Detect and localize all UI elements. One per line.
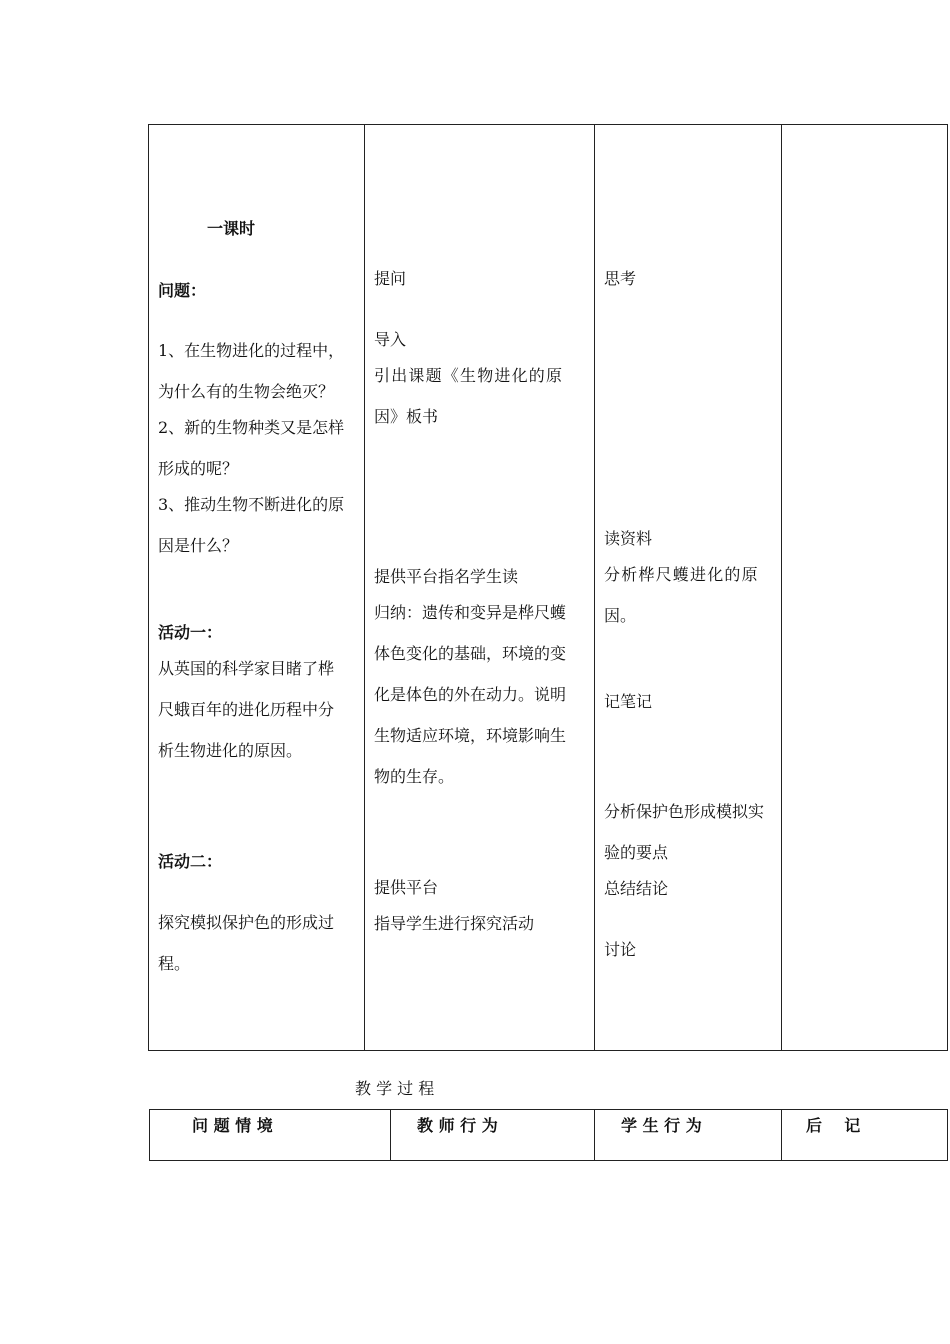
lower-table-border-right — [947, 1109, 948, 1161]
question-3-line-2: 因是什么？ — [158, 536, 239, 555]
header-afterword: 后 记 — [806, 1116, 861, 1135]
lower-table-border-bottom — [149, 1160, 948, 1161]
teacher-topic-line-2: 因》板书 — [374, 407, 439, 426]
activity-1-heading: 活动一： — [158, 623, 223, 642]
teacher-summary-line-1: 归纳：遗传和变异是桦尺蠖 — [374, 603, 567, 622]
teacher-guide: 指导学生进行探究活动 — [374, 914, 535, 933]
section-title: 教 学 过 程 — [355, 1079, 435, 1098]
activity-1-line-2: 尺蛾百年的进化历程中分 — [158, 700, 335, 719]
table-divider-2 — [594, 124, 595, 1051]
student-notes: 记笔记 — [604, 692, 653, 711]
lower-table-divider-3 — [781, 1109, 782, 1161]
question-3-line-1: 3、推动生物不断进化的原 — [158, 495, 345, 514]
activity-2-line-2: 程。 — [158, 954, 191, 973]
header-problem-situation: 问 题 情 境 — [192, 1116, 273, 1135]
teacher-platform: 提供平台 — [374, 878, 439, 897]
student-analyze-exp-line-2: 验的要点 — [604, 843, 669, 862]
table-divider-3 — [781, 124, 782, 1051]
lower-table-border-left — [149, 1109, 150, 1161]
teacher-platform-read: 提供平台指名学生读 — [374, 567, 519, 586]
student-analyze-exp-line-1: 分析保护色形成模拟实 — [604, 802, 765, 821]
table-border-right — [947, 124, 948, 1051]
student-conclude: 总结结论 — [604, 879, 669, 898]
question-2-line-1: 2、新的生物种类又是怎样 — [158, 418, 345, 437]
lower-table-border-top — [149, 1109, 948, 1110]
activity-1-line-1: 从英国的科学家目睹了桦 — [158, 659, 335, 678]
lower-table-divider-2 — [594, 1109, 595, 1161]
teacher-summary-line-5: 物的生存。 — [374, 767, 455, 786]
activity-2-line-1: 探究模拟保护色的形成过 — [158, 913, 335, 932]
table-border-left — [148, 124, 149, 1051]
question-2-line-2: 形成的呢？ — [158, 459, 239, 478]
student-think: 思考 — [604, 269, 637, 288]
student-analyze-line-1: 分析桦尺蠖进化的原 — [604, 565, 759, 584]
question-1-line-2: 为什么有的生物会绝灭？ — [158, 382, 335, 401]
activity-2-heading: 活动二： — [158, 852, 223, 871]
question-1-line-1: 1、在生物进化的过程中， — [158, 341, 345, 360]
teacher-topic-line-1: 引出课题《生物进化的原 — [374, 366, 564, 385]
teacher-ask: 提问 — [374, 269, 407, 288]
student-analyze-line-2: 因。 — [604, 606, 637, 625]
table-border-bottom — [148, 1050, 948, 1051]
header-student-behavior: 学 生 行 为 — [621, 1116, 702, 1135]
teacher-summary-line-2: 体色变化的基础，环境的变 — [374, 644, 567, 663]
student-read-material: 读资料 — [604, 529, 653, 548]
teacher-summary-line-3: 化是体色的外在动力。说明 — [374, 685, 567, 704]
question-heading: 问题： — [158, 281, 207, 300]
header-teacher-behavior: 教 师 行 为 — [417, 1116, 498, 1135]
table-border-top — [148, 124, 948, 125]
teacher-intro: 导入 — [374, 330, 407, 349]
lesson-title: 一课时 — [207, 219, 256, 238]
lower-table-divider-1 — [390, 1109, 391, 1161]
teacher-summary-line-4: 生物适应环境，环境影响生 — [374, 726, 567, 745]
student-discuss: 讨论 — [604, 940, 637, 959]
table-divider-1 — [364, 124, 365, 1051]
activity-1-line-3: 析生物进化的原因。 — [158, 741, 303, 760]
